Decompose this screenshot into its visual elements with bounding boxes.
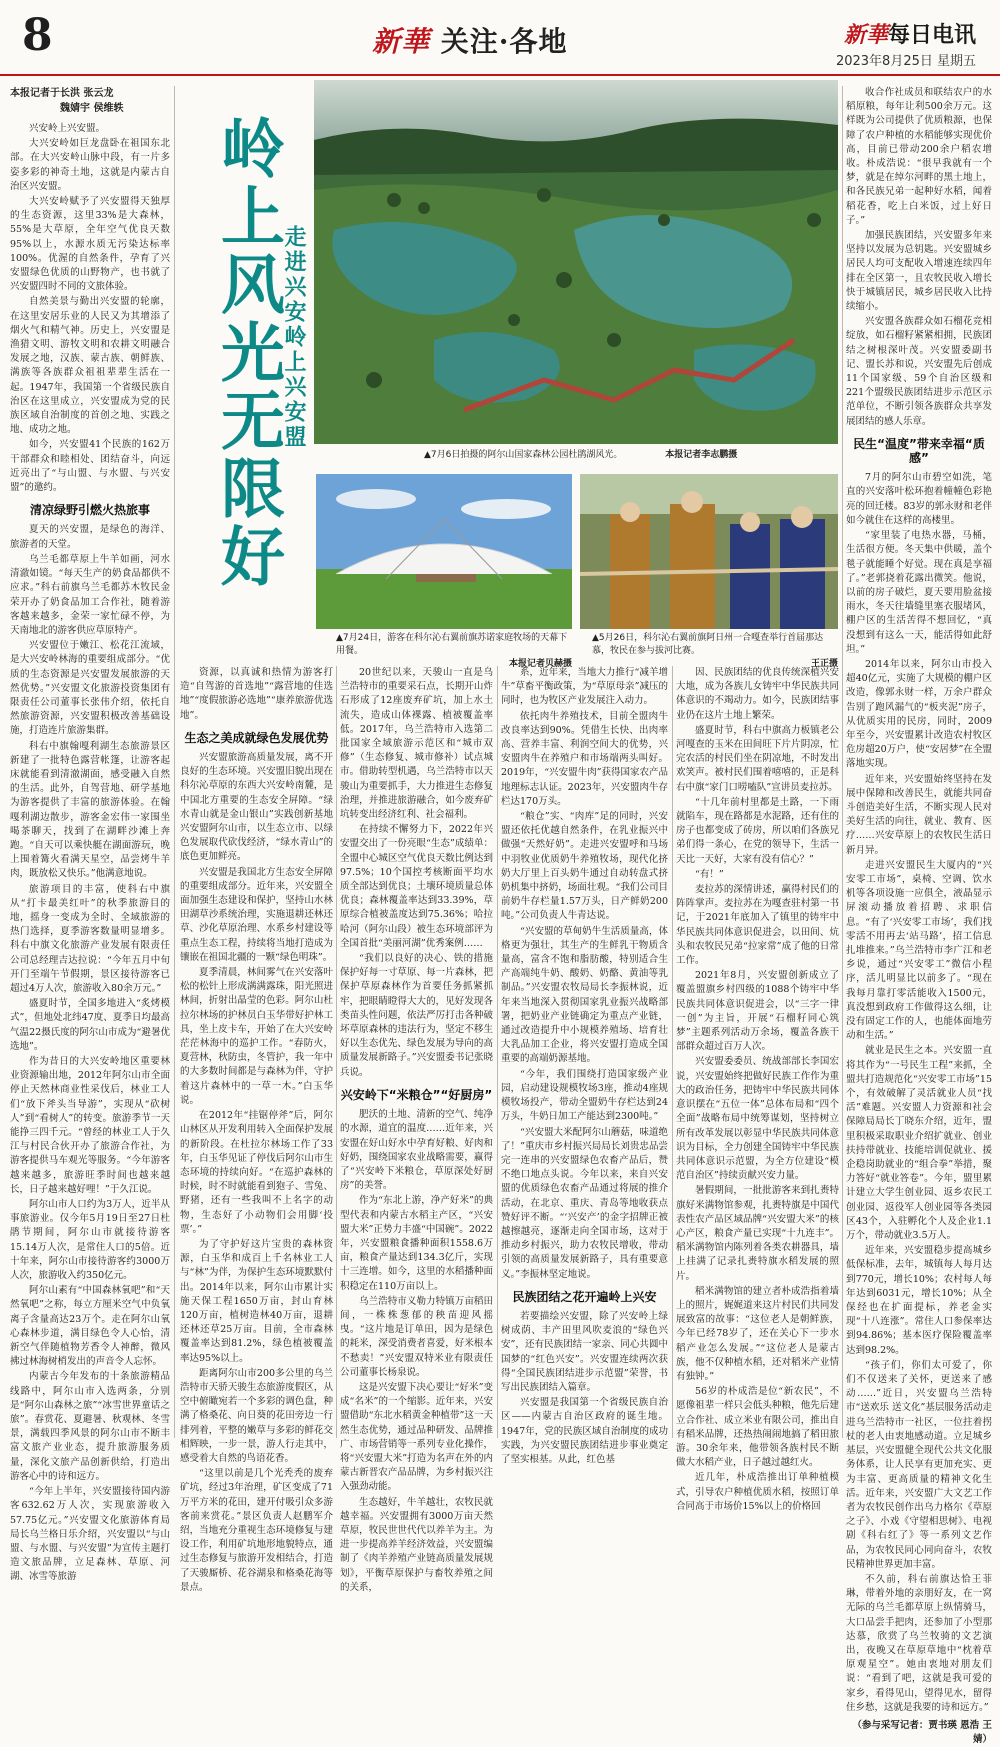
page-number: 8 <box>22 10 53 61</box>
paragraph: “这里以前是几个光秃秃的废弃矿坑，经过3年治理，矿区变成了71万平方米的花田，建开付吸引众多游客前来赏花。”景区负责人赵鹏军介绍，当地充分重视生态环境修复与建设工作，利用矿坑地形地貌特点，通过生态修复与旅游开发相结合，打造了天骏厮桥、花谷湖泉和格桑花海等景点。 <box>180 1468 333 1593</box>
paragraph: 20世纪以来，天骏山一直是乌兰浩特市的重要采石点，长期开山炸石形成了12座废弃矿坑，加上水土流失，造成山体裸露、植被覆盖率低。2017年，乌兰浩特市入选第二批国家全域旅游示范区和“城市双修”（生态修复、城市修补）试点城市。借助转型机遇，乌兰浩特市以天骏山为重要抓手，大力推进生态修复治理，并推进旅游融合，如今废弃矿坑转变出经济红利、社会福利。 <box>340 667 493 821</box>
column-divider <box>174 86 175 1438</box>
column-3 <box>340 666 493 1593</box>
paragraph: 内蒙古今年发布的十条旅游精品线路中，阿尔山市入选两条，分别是“阿尔山森林之旅”“冰雪世界童话之旅”。春赏花、夏避暑、秋观林、冬雪景，满载四季风景的阿尔山市不断丰富文旅产业业态，提升旅游服务质量，深化文旅产品创新供给，打造出游客心中的诗和远方。 <box>10 1371 170 1482</box>
paragraph: “家里装了电热水器，马桶，生活很方便。冬天集中供暖，盖个毯子就能睡个好觉。现在真是享福了。”老郭挠着花露出微笑。他说，以前的房子破烂，夏天要用脸盆接雨水，冬天往墙缝里塞衣服堵风，棚户区的生活苦得不想回忆，“真没想到有这么一天，能活得如此舒坦。” <box>846 530 992 655</box>
section-heading: 民族团结之花开遍岭上兴安 <box>512 1289 657 1304</box>
column-5 <box>676 666 839 1512</box>
paragraph: 作为昔日的大兴安岭地区重要林业资源输出地，2012年阿尔山市全面停止天然林商业性采伐后，林业工人们“放下斧头当导游”，实现从“砍树人”到“看树人”的转变。旅游季节一天能挣三四千元。“曾经的林业工人于久江与村民合伙开办了旅游合作社，为游客提供马车观光等服务。“今年游客越来越多，旅游旺季时间也越来越长，日子越来越好哩！”于久江说。 <box>10 1056 170 1195</box>
paragraph: 资源，以真诚和热情为游客打造“自驾游的首选地”“露营地的佳选地”“度假旅游必选地”“康养旅游优选地”。 <box>180 667 333 721</box>
caption-text: ▲7月6日拍摄的阿尔山国家森林公园杜鹃湖风光。 <box>424 450 623 460</box>
paragraph: 夏天的兴安盟，是绿色的海洋、旅游者的天堂。 <box>10 524 170 550</box>
section-title <box>372 20 568 60</box>
section-heading: 民生“温度”带来幸福“质感” <box>853 436 985 466</box>
paragraph: 2021年8月，兴安盟创新成立了覆盖盟旗乡村四级的1088个铸牢中华民族共同体意识促进会，以“三字一律一创”为主旨，开展“石榴籽同心筑梦”主题系列活动万余场，覆盖各族干部群众超过百万人次。 <box>676 970 839 1053</box>
paragraph: “兴安盟的草甸奶牛生活质量高，体格更为强壮，其生产的生鲜乳干物质含量高，富含不饱和脂肪酸，特别适合生产高端纯牛奶、酸奶、奶酪、黄油等乳制品。”兴安盟农牧局局长李振林说，近年来当地深入贯彻国家乳业振兴战略部署，把奶业产业链确定为重点产业链，通过改造提升中小规模养殖场、培育壮大乳品加工企业，将兴安盟打造成全国重要的高端奶源基地。 <box>501 925 668 1065</box>
paragraph: 夏季清晨，林间雾气在兴安落叶松的松针上形成满满露珠，阳光照进林间，折射出晶莹的色彩。阿尔山杜拉尔林场的护林员白玉华带好护林工具，坐上皮卡车，开始了在大兴安岭茫茫林海中的巡护工作。“春防火，夏营林，秋防虫，冬管护，我一年中的大多数时间都是与森林为伴，守护着这片森林中的一草一木。”白玉华说。 <box>180 967 333 1106</box>
paragraph: 麦拉苏的深情讲述，赢得村民们的阵阵掌声。麦拉苏在为嘎查驻村第一书记，于2021年底加入了镇里的铸牢中华民族共同体意识促进会，以田间、炕头和农牧民兄弟“拉家常”成了他的日常工作。 <box>676 884 839 967</box>
paragraph: 在持续不懈努力下，2022年兴安盟交出了一份亮眼“生态”成绩单：全盟中心城区空气优良天数比例达到97.5%；10个国控考核断面平均水质全部达到优良；土壤环境质量总体优良；森林覆盖率达到33.39%，草原综合植被盖度达到75.36%；哈拉哈河（阿尔山段）被生态环境部评为全国首批“美丽河湖”优秀案例…… <box>340 824 493 949</box>
section-heading: 兴安岭下“米粮仓”“好厨房” <box>340 1087 493 1102</box>
column-4 <box>501 666 668 1465</box>
paragraph: 为了守护好这片宝贵的森林资源，白玉华和成百上千名林业工人与“林”为伴，为保护生态环境默默付出。2014年以来，阿尔山市累计实施天保工程1650万亩，封山育林120万亩，植树造林40万亩，退耕还林还草25万亩。目前，全市森林覆盖率达到81.2%，绿色植被覆盖率达95%以上。 <box>180 1238 333 1364</box>
byline-line-2: 魏婧宇 侯维轶 <box>60 103 124 114</box>
byline <box>10 86 170 116</box>
paragraph: “孩子们，你们太可爱了，你们不仅送来了关怀，更送来了感动……”近日，兴安盟乌兰浩特市“送欢乐 送文化”基层服务活动走进乌兰浩特市一社区，一位拄着拐杖的老人由衷地感动道。立足城乡基层，兴安盟健全现代公共文化服务体系，让人民享有更加充实、更为丰富、更高质量的精神文化生活。近年来，兴安盟广大文艺工作者为农牧民创作出乌力格尔《草原之子》、小戏《守望相思树》、电视剧《科右红了》等一系列文艺作品，为农牧民同心同向奋斗，农牧民精神世界更加丰富。 <box>846 1359 992 1570</box>
brand-logo-right: 新華 <box>843 22 888 48</box>
masthead <box>0 0 1000 76</box>
caption-credit: 本报记者李志鹏摄 <box>665 450 738 460</box>
column-2 <box>180 666 333 1593</box>
paragraph: 自然美景与勤出兴安盟的轮廓，在这里安居乐业的人民又为其增添了烟火气和精气神。历史上，兴安盟是渔猎文明、游牧文明和农耕文明融合发展之地，汉族、蒙古族、朝鲜族、满族等各族群众祖祖辈辈生活在一起。1947年，我国第一个省级民族自治区在这里成立，兴安盟成为党的民族区域自治制度的首创之地、实践之地、成功之地。 <box>10 296 170 436</box>
paragraph: 走进兴安盟民生大厦内的“兴安零工市场”，桌椅、空调、饮水机等各项设施一应俱全，液晶显示屏滚动播放着招聘、求职信息。“有了‘兴安零工市场’，我们找零活不用再去‘站马路’，招工信息扎堆推来。”乌兰浩特市李广江和老乡说，通过“兴安零工”微信小程序，活儿明显比以前多了。“现在我每月靠打零活能收入1500元，真没想到政府工作做得这么细，让没有固定工作的人，也能体面地劳动和生活。” <box>846 859 992 1042</box>
paper-title: 每日电讯 <box>887 22 976 48</box>
paragraph: 乌兰浩特市义勒力特镇万亩稻田间，一株株葱郁的秧苗迎风摇曳。“这片地是订单田，因为是绿色的耗米，深受消费者喜爱，好米根本不愁卖！”兴安盟双特米业有限责任公司董事长杨泉说。 <box>340 1295 493 1378</box>
paragraph: 兴安岭上兴安盟。 <box>29 123 106 134</box>
paragraph: 阿尔山市人口约为3万人，近半从事旅游业。仅今年5月19日至27日杜鹃节期间，阿尔山市就接待游客15.14万人次，是常住人口的5倍。近十年来，阿尔山市接待游客约3000万人次，旅游收入约350亿元。 <box>10 1199 170 1282</box>
paragraph: 大兴安岭赋予了兴安盟得天独厚的生态资源，这里33%是大森林，55%是大草原，全年空气优良天数95%以上，水源水质无污染达标率100%。优渥的自然条件，孕育了兴安盟绿色优质的山野物产，也书就了兴安盟四时不同的文旅体验。 <box>10 196 170 293</box>
caption-text: ▲5月26日，科尔沁右翼前旗阿日州一合嘎查举行首届那达慕，牧民在参与拔河比赛。 <box>592 633 824 656</box>
paragraph: 暑假期间，一批批游客来到扎赉特旗好米满物馆参观，扎赉特旗是中国代表性农产品区域品牌“兴安盟大米”的核心产区，粮食产量已实现“十九连丰”。稻米满物馆内陈列着各类农耕器具，墙上挂满了记录扎赉特旗水稻发展的照片。 <box>676 1185 839 1282</box>
paragraph: 若要描绘兴安盟，除了兴安岭上绿树成荫、丰产田里风吹麦浪的“绿色兴安”，还有民族团结一家亲、同心共圆中国梦的“红色兴安”。兴安盟连续两次获得“全国民族团结进步示范盟”荣誉，书写出民族团结入篇章。 <box>501 1310 668 1393</box>
column-1 <box>10 86 170 1583</box>
paragraph: 2014年以来，阿尔山市投入超40亿元，实施了大规模的棚户区改造，像郭永财一样，万余户群众告别了跑风漏气的“板夹泥”房子，从优质实用的民房，同时，2009年至今，兴安盟累计改造农村牧区危房超20万户，使“安居梦”在全盟落地实现。 <box>846 658 992 770</box>
caption-credit: 王正摄 <box>810 659 838 669</box>
paragraph: 7月的阿尔山市碧空如洗，笔直的兴安落叶松环抱着幢幢色彩艳亮的回迁楼。83岁的郭永财和老伴如今就住在这样的高楼里。 <box>846 472 992 526</box>
paragraph: 近年来，兴安盟始终坚持在发展中保障和改善民生，就能共同奋斗创造美好生活，不断实现人民对美好生活的向往，就业、教育、医疗……兴安草原上的农牧民生活日新月异。 <box>846 773 992 856</box>
paragraph: 收合作社成员和联结农户的水稻原粮，每年让利500余万元。这样既为公司提供了优质粮源，也保障了农户种植的水稻能够实现优价高，目前已带动200余户稻农增收。朴成浩说：“很早我就有一个梦，就是在绰尔河畔的黑土地上，和各民族兄弟一起种好水稻，闻着稻花香，吃上白米饭，过上好日子。” <box>846 87 992 226</box>
paragraph: “今年上半年，兴安盟接待国内游客632.62万人次，实现旅游收入57.75亿元。”兴安盟文化旅游体育局局长乌兰格日乐介绍，兴安盟以“与山盟、与水盟、与兴安盟”为宣传主题打造文旅品牌，立足森林、草原、河湖、冰雪等旅游 <box>10 1486 170 1583</box>
paragraph: 如今，兴安盟41个民族的162万干部群众和睦相处、团结奋斗，向远近亮出了“与山盟、与水盟、与兴安盟”的邀约。 <box>10 439 170 494</box>
column-divider <box>497 666 498 1438</box>
paragraph: 作为“东北上游，净产好米”的典型代表和内蒙古水稻主产区，“兴安盟大米”正势力丰盛“中国碗”。2022年，兴安盟粮食播种面积1558.6万亩，粮食产量达到134.3亿斤，实现十三连增。如今，这里的水稻播种面积稳定在110万亩以上。 <box>340 1195 493 1292</box>
paragraph: 兴安盟是我国北方生态安全屏障的重要组成部分。近年来，兴安盟全面加强生态建设和保护，坚持山水林田湖草沙系统治理，实施退耕还林还草、沙化草原治理、水系乡村建设等重点生态工程，持续将当地打造成为镶嵌在祖国北疆的一颗“绿色明珠”。 <box>180 866 333 963</box>
photo-tent <box>316 474 572 629</box>
column-divider <box>842 86 843 1438</box>
paragraph: 这是兴安盟下决心要让“好米”变成“名米”的一个缩影。近年来，兴安盟借助“东北水稻黄金种植带”这一天然生态优势，通过品种研发、品牌推广、市场营销等一系列专业化操作，将“兴安盟大米”打造为名声在外的内蒙古新晋农产品品牌，为乡村振兴注入强劲动能。 <box>340 1381 493 1493</box>
paragraph: 加强民族团结，兴安盟多年来坚持以发展为总钥匙。兴安盟城乡居民人均可支配收入增速连续四年排在全区第一，且农牧民收入增长快于城镇居民，城乡居民收入比持续缩小。 <box>846 230 992 313</box>
paragraph: “有！” <box>695 868 724 880</box>
paragraph: 就业是民生之本。兴安盟一直将其作为“一号民生工程”来抓，全盟共打造规范化“兴安零工市场”15个，有效破解了灵活就业人员“找活”难题。兴安盟人力资源和社会保障局局长丁晓东介绍，近年，盟里积极采取职业介绍扩就业、创业扶持带就业、技能培训促就业、援企稳岗助就业的“组合拳”举措，聚力答好“就业答卷”。今年，盟里累计建立大学生创业园、返乡农民工创业园、返役军人创业园等各类园区43个，入驻孵化个人及企业1.1万个，带动就业3.5万人。 <box>846 1045 992 1242</box>
main-headline: 岭上风光无限好 <box>210 115 285 591</box>
paragraph: “十几年前村里都是土路，一下雨就陷车，现在路都是水泥路，还有住的房子也都变成了砖房，所以咱们各族兄弟们得一条心，在党的领导下，生活一天比一天好，大家有没有信心？” <box>676 796 839 865</box>
paragraph: 兴安盟委委员、统战部部长李国宏说，兴安盟始终把做好民族工作作为重大的政治任务，把铸牢中华民族共同体意识摆在“五位一体”总体布局和“四个全面”战略布局中统筹谋划，坚持树立所有改革发展以彰显中华民族共同体意识为目标，全力创建全国铸牢中华民族共同体意识示范盟，为全方位建设“模范自治区”持续贡献兴安力量。 <box>676 1056 839 1182</box>
paragraph: 旅游项目的丰富，使科右中旗从“打卡最美红叶”的秋季旅游目的地，摇身一变成为全时、全域旅游的热门选择，夏季游客数量明显增多。科右中旗文化旅游产业发展有限责任公司总经理吉达拉说：“今年五月中旬开门至端午节假期，景区接待游客已超过4万人次，旅游收入80余万元。” <box>10 883 170 994</box>
section-name: 关注·各地 <box>440 25 568 58</box>
column-divider <box>336 666 337 1438</box>
paragraph: 距离阿尔山市200多公里的乌兰浩特市天骄天骏生态旅游度假区，从空中俯瞰宛若一个多彩的调色盘，种满了格桑花、向日葵的花田旁边一行排列着，平整的嫩草与多彩的鲜花交相辉映，一步一景，游人行走其中，感受着大自然的鸟语花香。 <box>180 1367 333 1464</box>
paragraph: 大兴安岭如巨龙盘卧在祖国东北部。在大兴安岭山脉中段，有一片多姿多彩的神奇土地，这就是内蒙古自治区兴安盟。 <box>10 138 170 192</box>
byline-line-1: 本报记者于长洪 张云龙 <box>10 88 114 99</box>
paragraph: 56岁的朴成浩是位“新农民”，不愿像祖辈一样只会低头种粮，他先后建立合作社、成立米业有限公司，推出自有稻米品牌，还热热闹闹地搞了稻田旅游。30余年来，他带领各族村民不断做大水稻产业，日子越过越红火。 <box>676 1386 839 1469</box>
section-heading: 生态之美成就绿色发展优势 <box>184 730 329 745</box>
paragraph: 稻米满物馆的建立者朴成浩指着墙上的照片，娓娓道来这片村民们共同发展致富的故事：“这位老人是朝鲜族，今年已经78岁了，还在关心下一步水稻产业怎么发展。”“这位老人是蒙古族，他不仅种植水稻，还对稻米产业情有独钟。” <box>676 1285 839 1382</box>
paragraph: “粮仓”实、“肉库”足的同时，兴安盟还依托优越自然条件，在乳业振兴中做强“天然好奶”。走进兴安盟呼和马场中羽牧业优质奶牛养殖牧场，现代化挤奶大厅里上百头奶牛通过自动转盘式挤奶机集中挤奶，场面壮观。“我们公司目前奶牛存栏量1.57万头，日产鲜奶200吨。”公司负责人牛青达说。 <box>501 811 668 922</box>
paragraph: 不久前，科右前旗达恰王菲琳，带着外地的亲朋好友，在一窝无际的乌兰毛都草原上纵情骑马，大口品尝手把肉，还参加了小型那达慕，欣赏了乌兰牧骑的文艺演出，夜晚又在草原草地中“枕着草原观星空”。她由衷地对朋友们说：“看到了吧，这就是我可爱的家乡，看得见山，望得见水，留得住乡愁，这就是我要的诗和远方。” <box>846 1573 992 1713</box>
photo-tug-of-war <box>580 474 838 629</box>
paragraph: 科右中旗翰嘎利湖生态旅游景区新建了一批特色露营帐篷，让游客起床就能看到清澈湖面，感受融入自然的生活。此外，自驾营地、研学基地为游客提供了丰富的旅游体验。在翰嘎利湖边散步，游客金宏伟一家围坐喝茶聊天，找到了在湖畔沙滩上奔跑。“自天可以乘快艇在湖面游玩，晚上围着篝火看满天星空，品尝烤牛羊肉，既放松又快乐。”他满意地说。 <box>10 740 170 880</box>
paragraph: 阿尔山素有“中国森林氧吧”和“天然氧吧”之称，每立方厘米空气中负氧离子含量高达23万个。走在阿尔山氧心森林步道，满目绿色令人心怡，清新空气伴随植物芳香令人神醉，微风拂过林海树梢发出的声音令人忘怀。 <box>10 1285 170 1368</box>
paragraph: 系，近年来，当地大力推行“减羊增牛”草畜平衡政策，为“草原母亲”减压的同时，也为牧区产业发展注入动力。 <box>501 667 668 707</box>
issue-date: 2023年8月25日 星期五 <box>835 54 976 69</box>
paper-name <box>844 18 976 49</box>
paragraph: 兴安盟是我国第一个省级民族自治区——内蒙古自治区政府的诞生地。1947年，党的民族区域自治制度的成功实践，为兴安盟民族团结进步事业奠定了坚实根基。从此，红色基 <box>501 1397 668 1465</box>
sub-headline: 走进兴安岭上兴安盟 <box>281 225 306 450</box>
column-divider <box>672 666 673 1438</box>
column-6 <box>846 86 992 1746</box>
photo-caption-1 <box>424 449 824 462</box>
paragraph: 近年来，兴安盟稳步提高城乡低保标准，去年，城镇每人每月达到770元，增长10%；农村每人每年达到6031元，增长10%；从全保经也在扩面提标，养老金实现“十八连涨”。常住人口参保率达到94.86%；基本医疗保险覆盖率达到98.2%。 <box>846 1245 992 1356</box>
paragraph: 在2012年“挂锯停斧”后，阿尔山林区从开发利用转入全面保护发展的新阶段。在杜拉尔林场工作了33年，白玉华见证了停伐后阿尔山市生态环境的持续向好。“在巡护森林的时候，时不时就能看到狍子、雪兔、野猪，还有一些我叫不上名字的动物，生态好了小动物们会用脚‘投票’。” <box>180 1110 333 1235</box>
paragraph: 盛夏时节，科右中旗高力板镇老公河嘎查的玉米在田间旺下片片阴凉，忙完农活的村民们坐在阴凉地，不时发出欢笑声。被村民们围着嘻嘻的，正是科右中旗“家门口唠嗑队”宣讲员麦拉苏。 <box>676 724 839 793</box>
paragraph: 兴安盟位于嫩江、松花江流域，是大兴安岭林海的重要组成部分。“优质的生态资源是兴安盟发展旅游的天然优势。”兴安盟文化旅游投资集团有限责任公司董事长张伟介绍，依托自然旅游资源，兴安盟积极改善基础设施，打造连片旅游集群。 <box>10 640 170 737</box>
section-heading: 清凉绿野引燃火热旅事 <box>29 503 150 518</box>
paragraph: “兴安盟大米配阿尔山蘑菇，味道绝了！”重庆市乡村振兴局局长刘贵忠品尝完一连串的兴安盟绿色农畜产品后，赞不绝口地点头说。今年以来，来自兴安盟的优质绿色农畜产品通过将展的推介活动，在北京、重庆、青岛等地收获点赞好评不断。“‘兴安产’的金字招牌正被越擦越亮，逐渐走向全国市场，这对于推动乡村振兴，助力农牧民增收，带动引领的高质量发展新路子，具有重要意义。”李振林坚定地说。 <box>501 1126 668 1280</box>
brand-logo-left: 新華 <box>372 25 431 58</box>
tug-of-war-image <box>580 474 838 629</box>
aerial-lake-image <box>314 80 838 444</box>
paragraph: “我们以良好的决心、铁的措施保护好每一寸草原、每一片森林，把保护草原森林作为首要任务抓紧抓牢，把眼睛瞪得大大的，见好发现各类苗头性问题，依法严厉打击各种破坏草原森林的违法行为，坚定不移生好以生态优先、绿色发展为导向的高质量发展新路子。”兴安盟委书记张晓兵说。 <box>340 953 493 1078</box>
caption-credit: 本报记者贝赫摄 <box>508 659 572 669</box>
photo-du-juan-lake <box>314 80 838 444</box>
paragraph: 因、民族团结的优良传统深植兴安大地，成为各族儿女铸牢中华民族共同体意识的不竭动力。如今，民族团结事业仍在这片土地上繁荣。 <box>676 667 839 721</box>
paragraph: 乌兰毛都草原上牛羊如画，河水清澈如镜。“每天生产的奶食品都供不应求。”科右前旗乌兰毛都苏木牧民金荣开办了奶食品加工合作社，随着游客越来越多，金荣一家忙碌不停，为天南地北的游客供应草原特产。 <box>10 553 170 636</box>
paragraph: 盛夏时节，全国多地进入“炙烤模式”，但地处北纬47度、夏季日均最高气温22摄氏度的阿尔山市成为“避暑优选地”。 <box>10 998 170 1052</box>
paragraph: 近几年，朴成浩推出订单种植模式，引导农户种植优质水稻，按照订单合同高于市场价15%以上的价格回 <box>676 1472 839 1512</box>
paragraph: 生态越好，牛羊越壮，农牧民就越幸福。兴安盟拥有3000万亩天然草原，牧民世世代代以养羊为主。为进一步提高养羊经济效益，兴安盟编制了《肉羊养殖产业链高质量发展规划》，平衡草原保护与畜牧养殖之间的关系， <box>340 1496 493 1593</box>
paragraph: 依托肉牛养殖技术，目前全盟肉牛改良率达到90%。凭借生长快、出肉率高、营养丰富、利润空间大的优势，兴安盟肉牛在养殖户和市场端两头叫好。2019年，“兴安盟牛肉”获得国家农产品地理标志认证。2023年，兴安盟肉牛存栏达170万头。 <box>501 710 668 807</box>
paragraph: “今年，我们围绕打造国家级产业园，启动建设规模牧场3座，推动4座规模牧场投产，带动全盟奶牛存栏达到24万头，牛奶日加工产能达到2300吨。” <box>501 1068 668 1123</box>
paragraph: 兴安盟旅游高质量发展，离不开良好的生态环境。兴安盟旧貌出现在科尔沁草原的东西大兴安岭南麓，是中国北方重要的生态安全屏障。“绿水青山就是金山银山”实践创新基地兴安盟阿尔山市，以生态立市、以绿色发展取代砍伐经济，“绿水青山”的底色更加鲜亮。 <box>180 752 333 863</box>
caption-text: ▲7月24日，游客在科尔沁右翼前旗苏诺家庭牧场的天幕下用餐。 <box>336 633 568 656</box>
paragraph: 肥沃的土地、清新的空气、纯净的水源，道宜的温度……近年来，兴安盟在好山好水中孕育好粮、好肉和好奶，围绕国家农业战略需要，赢得了“兴安岭下米粮仓，草原深处好厨房”的美誉。 <box>340 1109 493 1192</box>
tent-image <box>316 474 572 629</box>
reporter-signoff: （参与采写记者：贾书瑛 恩浩 王婧） <box>852 1719 992 1746</box>
paragraph: 兴安盟各族群众如石榴花竞相绽放，如石榴籽紧紧相拥，民族团结之树根深叶茂。兴安盟委副书记、盟长苏和说，兴安盟先后创成11个国家级、59个自治区级和221个盟级民族团结进步示范区示范单位，不断引领各族群众共享发展团结的感人乐章。 <box>846 316 992 427</box>
